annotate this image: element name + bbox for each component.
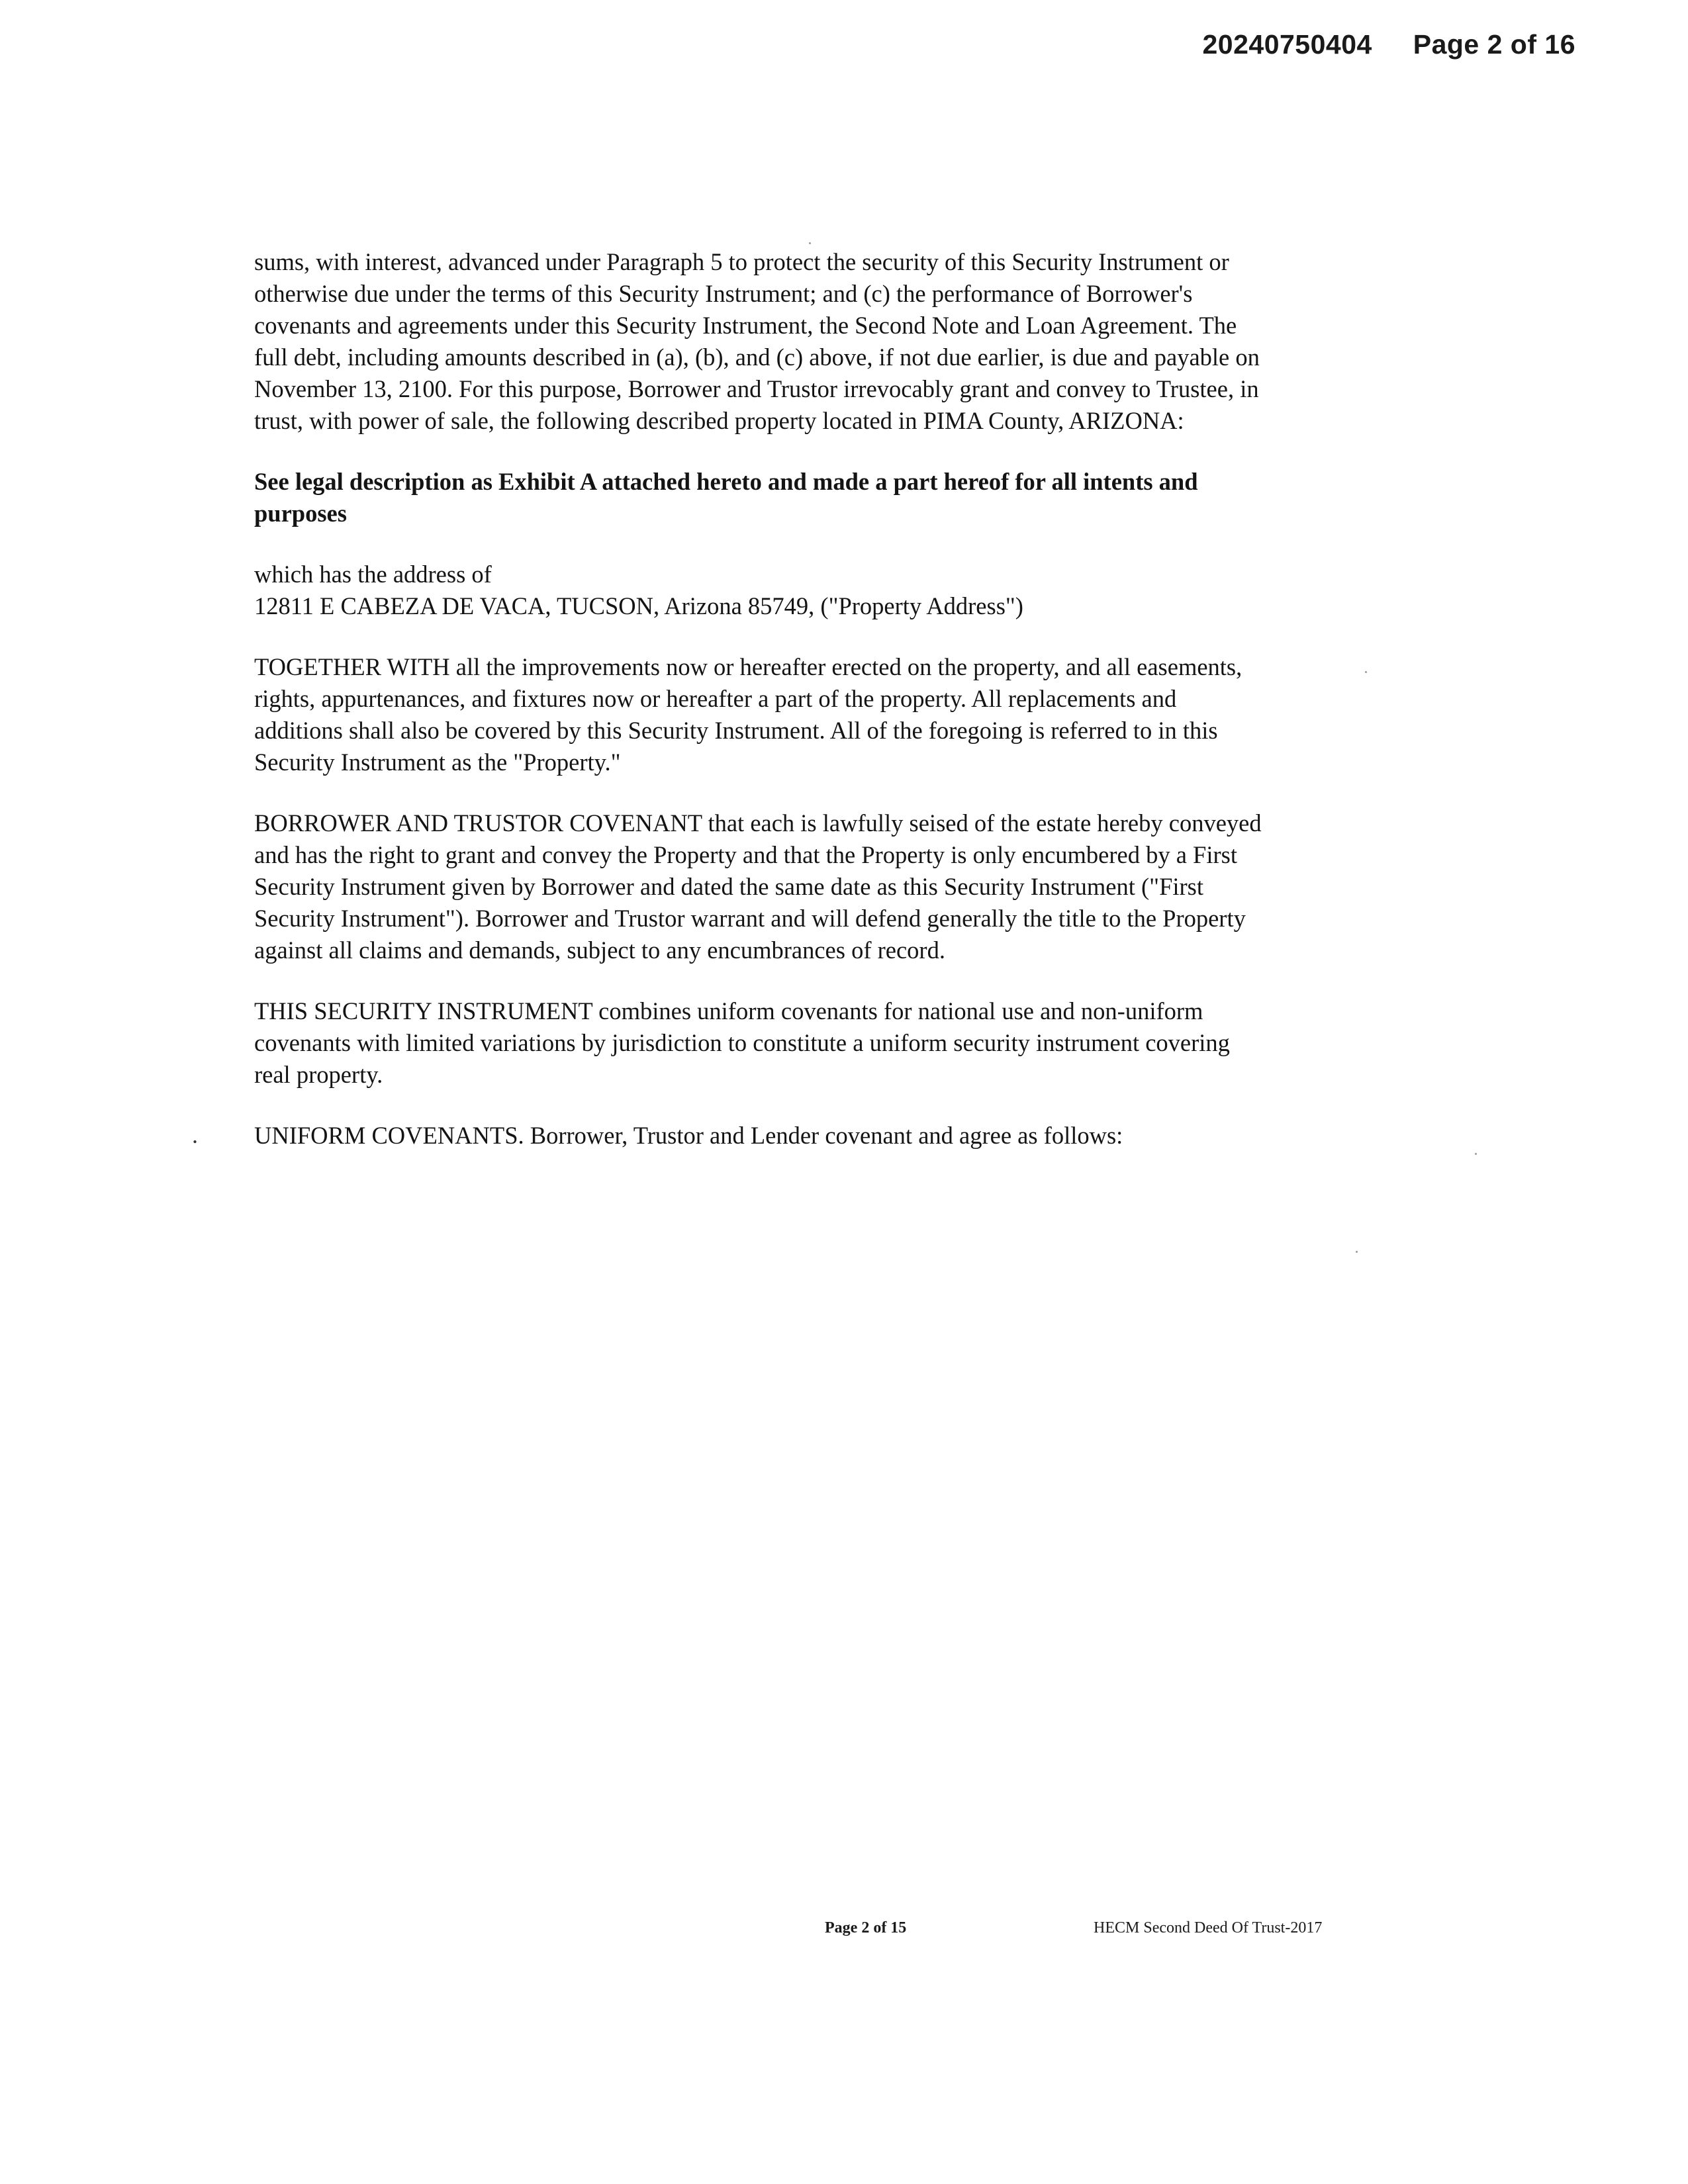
text-line: Security Instrument as the "Property." — [254, 749, 621, 776]
text-line: Security Instrument given by Borrower and dated the same date as this Security Instrument ("First — [254, 873, 1204, 900]
property-address: 12811 E CABEZA DE VACA, TUCSON, Arizona 85749, ("Property Address") — [254, 592, 1023, 619]
scan-speck — [809, 242, 811, 244]
recording-number: 20240750404 — [1202, 29, 1372, 60]
text-line: covenants with limited variations by jurisdiction to constitute a uniform security instrument covering — [254, 1029, 1230, 1056]
paragraph-debt-and-grant — [254, 246, 1380, 437]
text-line: otherwise due under the terms of this Security Instrument; and (c) the performance of Borrower's — [254, 280, 1193, 307]
paragraph-property-address — [254, 559, 1380, 622]
text-line: covenants and agreements under this Security Instrument, the Second Note and Loan Agreement. The — [254, 312, 1237, 339]
text-line: trust, with power of sale, the following described property located in PIMA County, ARIZONA: — [254, 407, 1184, 434]
text-line: THIS SECURITY INSTRUMENT combines uniform covenants for national use and non-uniform — [254, 997, 1203, 1024]
scan-speck — [1475, 1153, 1477, 1155]
paragraph-uniform-covenants — [254, 1120, 1380, 1152]
paragraph-together-with — [254, 651, 1380, 778]
text-line: TOGETHER WITH all the improvements now or hereafter erected on the property, and all easements, — [254, 653, 1243, 680]
scan-speck — [1356, 1251, 1358, 1253]
paragraph-security-instrument — [254, 995, 1380, 1091]
recording-page-label: Page 2 of 16 — [1413, 29, 1575, 60]
recording-stamp — [1202, 29, 1575, 60]
document-body — [254, 246, 1380, 1181]
text-line: and has the right to grant and convey the Property and that the Property is only encumbered by a First — [254, 841, 1237, 868]
footer-form-name: HECM Second Deed Of Trust-2017 — [1094, 1919, 1323, 1936]
scan-speck — [1365, 671, 1367, 673]
text-line: BORROWER AND TRUSTOR COVENANT that each is lawfully seised of the estate hereby conveyed — [254, 809, 1262, 837]
text-line: November 13, 2100. For this purpose, Borrower and Trustor irrevocably grant and convey to Trustee, in — [254, 375, 1259, 402]
text-line: real property. — [254, 1061, 383, 1088]
text-line: full debt, including amounts described in (a), (b), and (c) above, if not due earlier, is due and payable on — [254, 343, 1260, 371]
text-line: See legal description as Exhibit A attached hereto and made a part hereof for all intents and — [254, 468, 1198, 495]
text-line: which has the address of — [254, 561, 492, 588]
paragraph-legal-description — [254, 466, 1380, 529]
text-line: purposes — [254, 500, 347, 527]
scan-dot-mark: . — [192, 1122, 198, 1148]
paragraph-borrower-covenant — [254, 807, 1380, 966]
footer-page-label: Page 2 of 15 — [825, 1919, 907, 1936]
text-line: Security Instrument"). Borrower and Trustor warrant and will defend generally the title to the Property — [254, 905, 1246, 932]
text-line: rights, appurtenances, and fixtures now or hereafter a part of the property. All replacements and — [254, 685, 1177, 712]
text-line: against all claims and demands, subject to any encumbrances of record. — [254, 936, 945, 964]
text-line: UNIFORM COVENANTS. Borrower, Trustor and Lender covenant and agree as follows: — [254, 1122, 1123, 1149]
text-line: additions shall also be covered by this Security Instrument. All of the foregoing is referred to in this — [254, 717, 1218, 744]
text-line: sums, with interest, advanced under Paragraph 5 to protect the security of this Security Instrument or — [254, 248, 1229, 275]
